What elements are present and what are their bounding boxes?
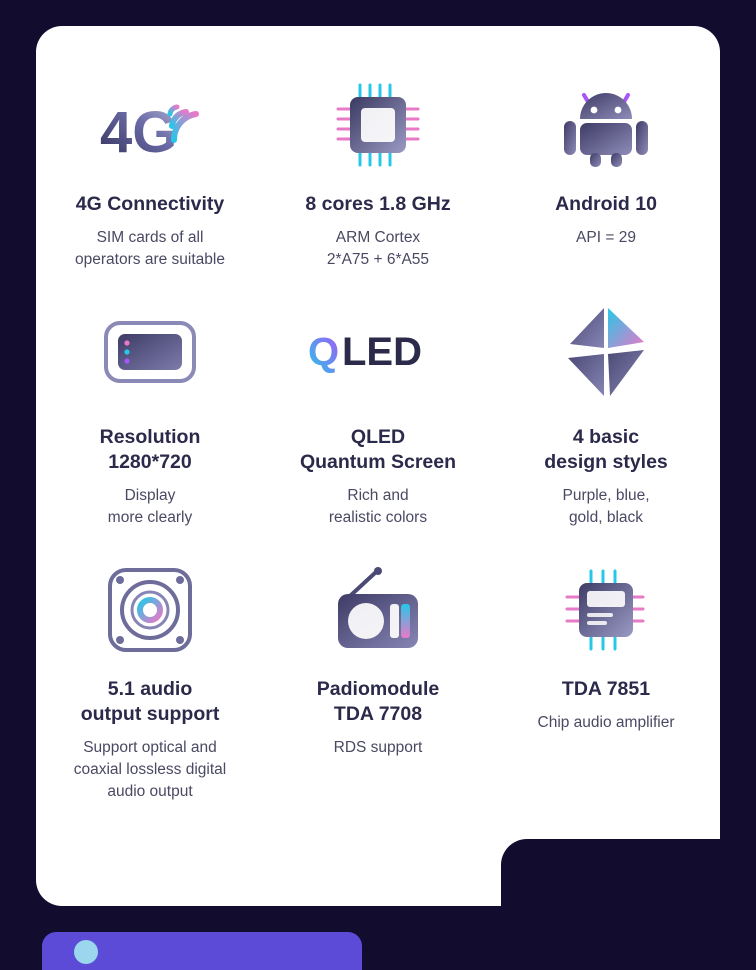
feature-subtitle: Purple, blue, gold, black: [562, 486, 650, 526]
feature-cell-radio-module: [264, 551, 492, 803]
feature-cell-resolution: [36, 293, 264, 529]
feature-cell-amplifier: [492, 551, 720, 803]
speaker-audio-icon: [106, 551, 194, 669]
feature-subtitle: RDS support: [333, 738, 423, 756]
feature-title: Android 10: [555, 193, 657, 215]
qled-logo-icon: [308, 293, 448, 411]
feature-subtitle: API = 29: [576, 228, 636, 246]
feature-title: 5.1 audio output support: [80, 677, 220, 725]
feature-subtitle: Chip audio amplifier: [537, 713, 675, 731]
feature-title: 8 cores 1.8 GHz: [305, 193, 451, 215]
cpu-chip-icon: [332, 66, 424, 184]
feature-title: QLED Quantum Screen: [299, 425, 457, 473]
svg-text:LED: LED: [342, 329, 422, 374]
feature-subtitle: Rich and realistic colors: [328, 486, 428, 526]
android-robot-icon: [558, 66, 654, 184]
feature-cell-android: [492, 66, 720, 271]
feature-cell-4g-connectivity: [36, 66, 264, 271]
4g-signal-icon: [98, 66, 202, 184]
feature-cell-qled: [264, 293, 492, 529]
feature-title: 4 basic design styles: [544, 425, 668, 473]
card-corner-notch: [501, 839, 721, 907]
feature-title: Resolution 1280*720: [99, 425, 201, 473]
feature-title-text: 4G Connectivity: [75, 193, 225, 215]
feature-subtitle: ARM Cortex 2*A75 + 6*A55: [326, 228, 430, 268]
svg-text:Q: Q: [308, 329, 340, 374]
feature-subtitle: Support optical and coaxial lossless digital audio output: [73, 738, 227, 800]
amplifier-chip-icon: [563, 551, 649, 669]
bottom-bar-dot-icon: [74, 940, 98, 964]
svg-text:4G: 4G: [100, 100, 178, 164]
feature-subtitle: Display more clearly: [107, 486, 193, 526]
feature-grid: [36, 66, 720, 803]
feature-card: [36, 26, 720, 906]
radio-module-icon: [332, 551, 424, 669]
feature-cell-audio-output: [36, 551, 264, 803]
feature-cell-design-styles: [492, 293, 720, 529]
feature-title: TDA 7851: [561, 677, 651, 700]
screen-resolution-icon: [102, 293, 198, 411]
design-styles-icon: [558, 293, 654, 411]
feature-title: Padiomodule TDA 7708: [316, 677, 440, 725]
feature-title: [76, 192, 224, 217]
feature-cell-cpu: [264, 66, 492, 271]
feature-subtitle: SIM cards of all operators are suitable: [75, 228, 225, 268]
